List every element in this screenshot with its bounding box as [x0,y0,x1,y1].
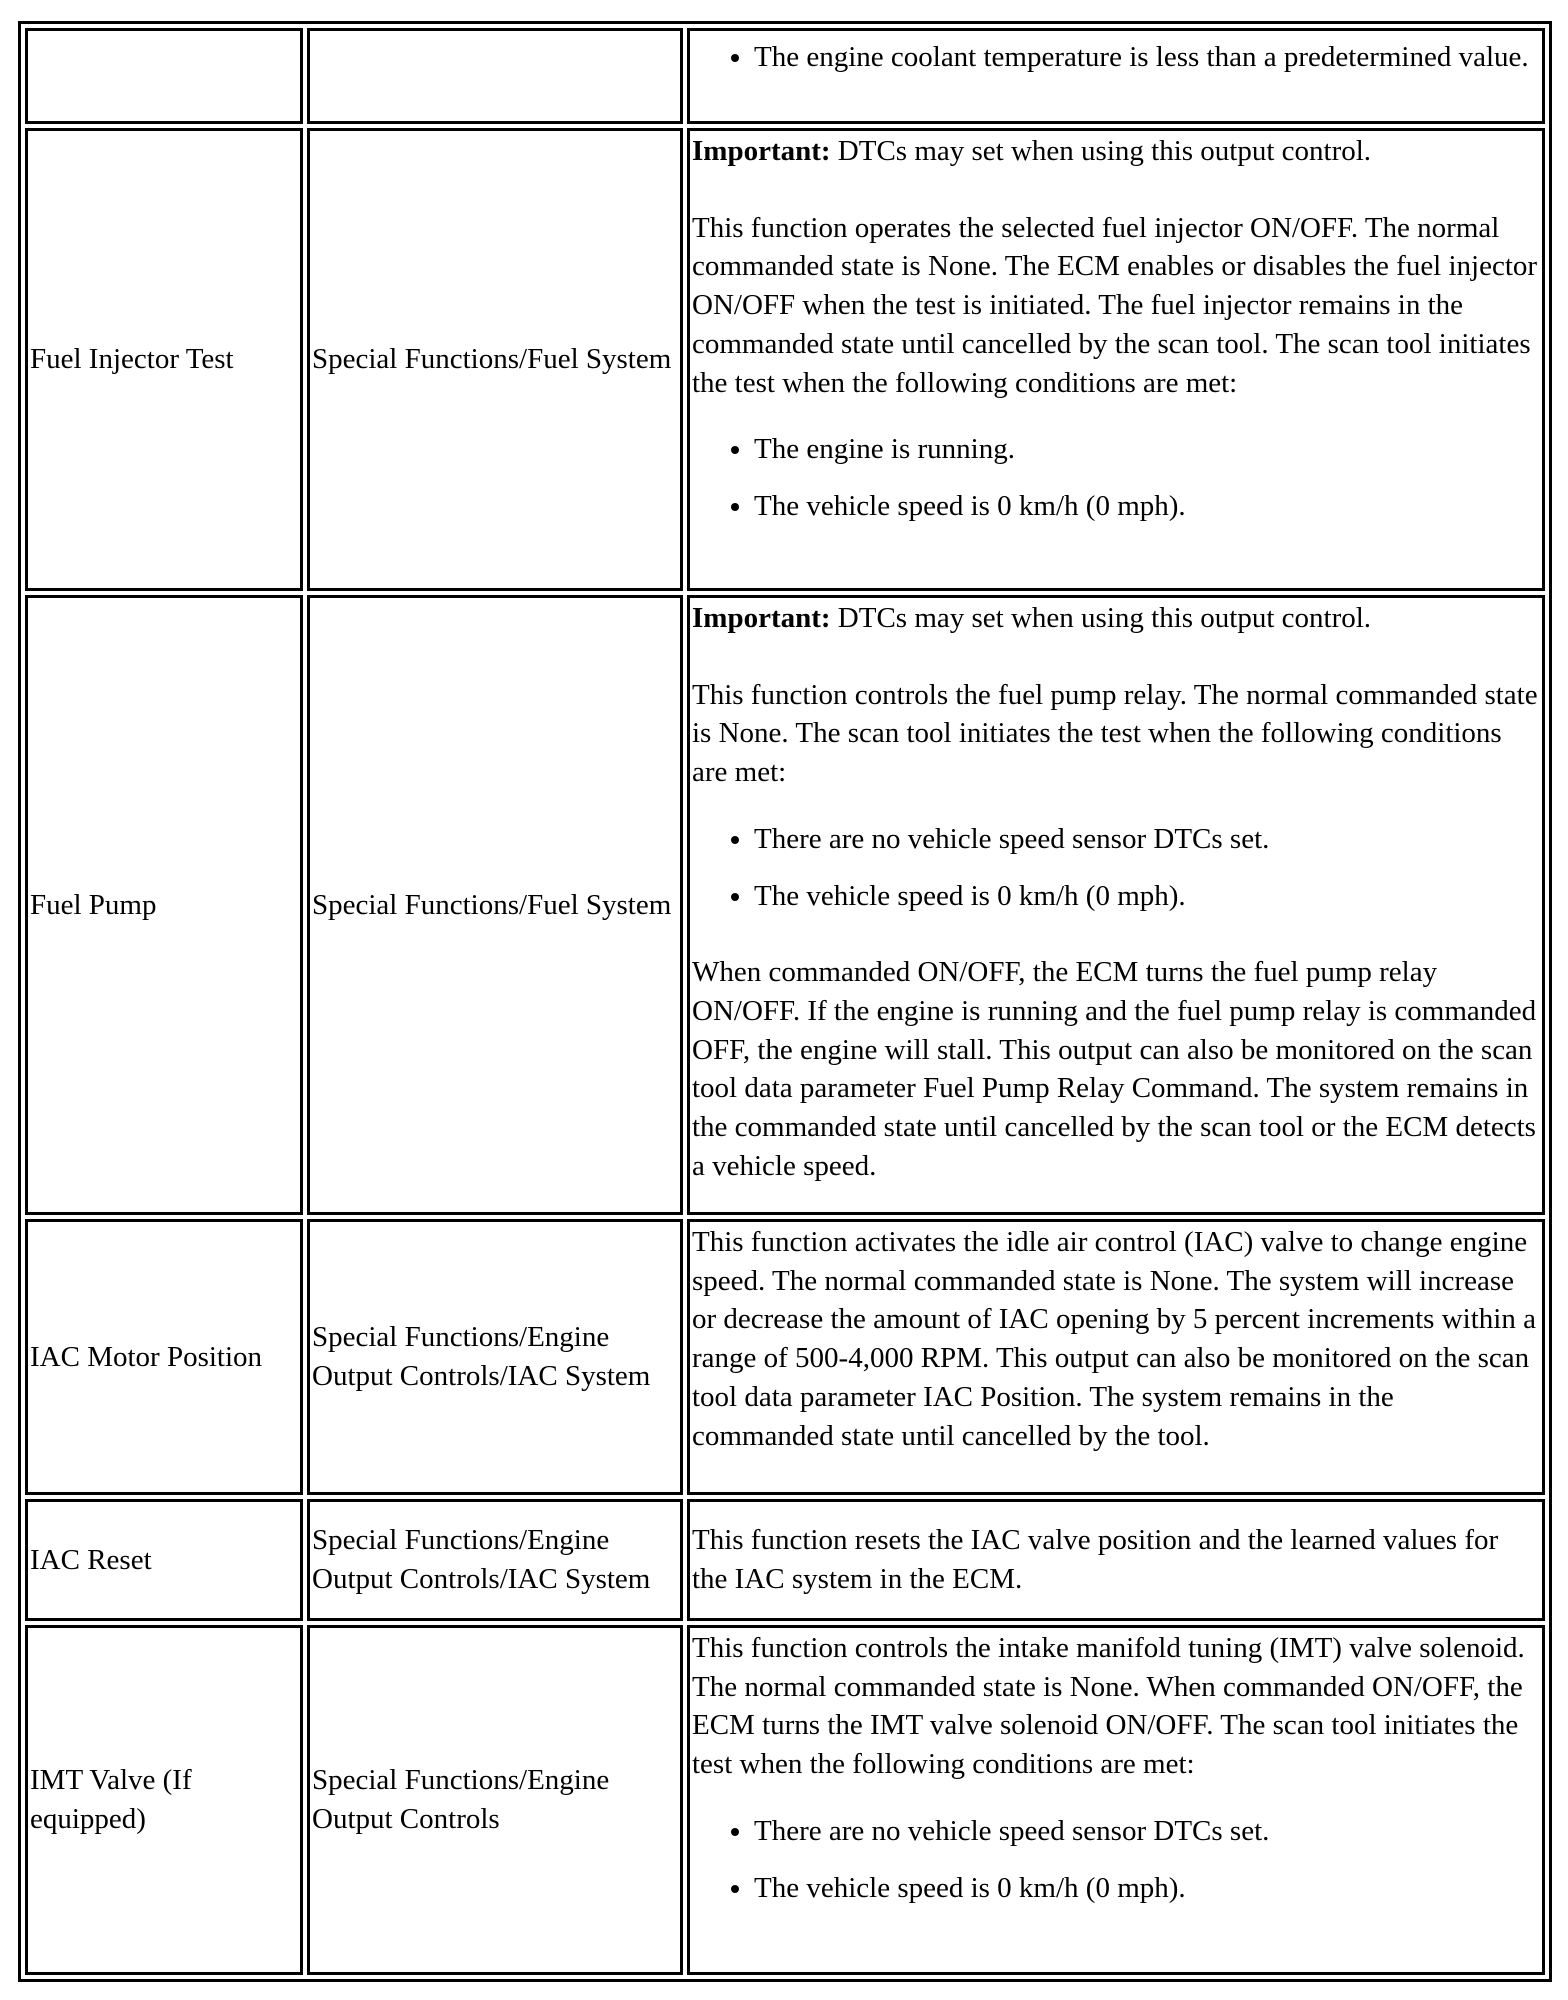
menu-path-cell: Special Functions/Fuel System [307,128,683,591]
output-controls-table [18,21,1552,1982]
important-text: DTCs may set when using this output control. [830,602,1372,634]
condition-list [692,1812,1540,1907]
description-text: This function activates the idle air control (IAC) valve to change engine speed. The normal commanded state is None. The system will increase or decrease the amount of IAC opening by 5 percent increments within a range of 500-4,000 RPM. This output can also be monitored on the scan tool data parameter IAC Position. The system remains in the commanded state until cancelled by the tool. [692,1226,1536,1452]
menu-path-cell: Special Functions/Fuel System [307,595,683,1215]
table-row [25,1625,1545,1975]
control-name-cell: Fuel Pump [25,595,303,1215]
condition-list [692,820,1540,915]
important-note [692,599,1540,638]
control-name-cell: IAC Reset [25,1499,303,1621]
description-text: This function operates the selected fuel injector ON/OFF. The normal commanded state is None. The ECM enables or disables the fuel injector ON/OFF when the test is initiated. The fuel injector remains in the commanded state until cancelled by the scan tool. The scan tool initiates the test when the following conditions are met: [692,211,1538,399]
control-name-cell [25,28,303,124]
description-cell [687,1499,1545,1621]
list-item: • The engine is running. [754,430,1540,469]
table-row [25,128,1545,591]
description-text: This function controls the fuel pump relay. The normal commanded state is None. The scan tool initiates the test when the following conditions are met: [692,678,1538,789]
description-cell [687,128,1545,591]
description-text: This function resets the IAC valve position and the learned values for the IAC system in the ECM. [692,1524,1499,1595]
control-name-cell: IMT Valve (If equipped) [25,1625,303,1975]
description-text: When commanded ON/OFF, the ECM turns the fuel pump relay ON/OFF. If the engine is running and the fuel pump relay is commanded OFF, the engine will stall. This output can also be monitored on the scan tool data parameter Fuel Pump Relay Command. The system remains in the commanded state until cancelled by the scan tool or the ECM detects a vehicle speed. [692,956,1537,1182]
list-item: • The vehicle speed is 0 km/h (0 mph). [754,1869,1540,1908]
important-text: DTCs may set when using this output control. [830,135,1372,167]
condition-list [692,38,1540,77]
condition-list [692,430,1540,525]
description-cell [687,1219,1545,1495]
table-row [25,1499,1545,1621]
menu-path-cell: Special Functions/Engine Output Controls/IAC System [307,1219,683,1495]
important-label: Important: [692,135,831,167]
menu-path-cell [307,28,683,124]
list-item: • The vehicle speed is 0 km/h (0 mph). [754,877,1540,916]
table-row [25,1219,1545,1495]
control-name-cell: IAC Motor Position [25,1219,303,1495]
important-label: Important: [692,602,831,634]
description-cell [687,28,1545,124]
description-cell [687,595,1545,1215]
list-item: • The vehicle speed is 0 km/h (0 mph). [754,487,1540,526]
table-row [25,28,1545,124]
control-name-cell: Fuel Injector Test [25,128,303,591]
description-cell [687,1625,1545,1975]
description-text: This function controls the intake manifold tuning (IMT) valve solenoid. The normal commanded state is None. When commanded ON/OFF, the ECM turns the IMT valve solenoid ON/OFF. The scan tool initiates the test when the following conditions are met: [692,1632,1525,1781]
list-item: • The engine coolant temperature is less than a predetermined value. [754,38,1540,77]
menu-path-cell: Special Functions/Engine Output Controls [307,1625,683,1975]
important-note [692,132,1540,171]
menu-path-cell: Special Functions/Engine Output Controls/IAC System [307,1499,683,1621]
list-item: • There are no vehicle speed sensor DTCs set. [754,1812,1540,1851]
list-item: • There are no vehicle speed sensor DTCs set. [754,820,1540,859]
table-row [25,595,1545,1215]
